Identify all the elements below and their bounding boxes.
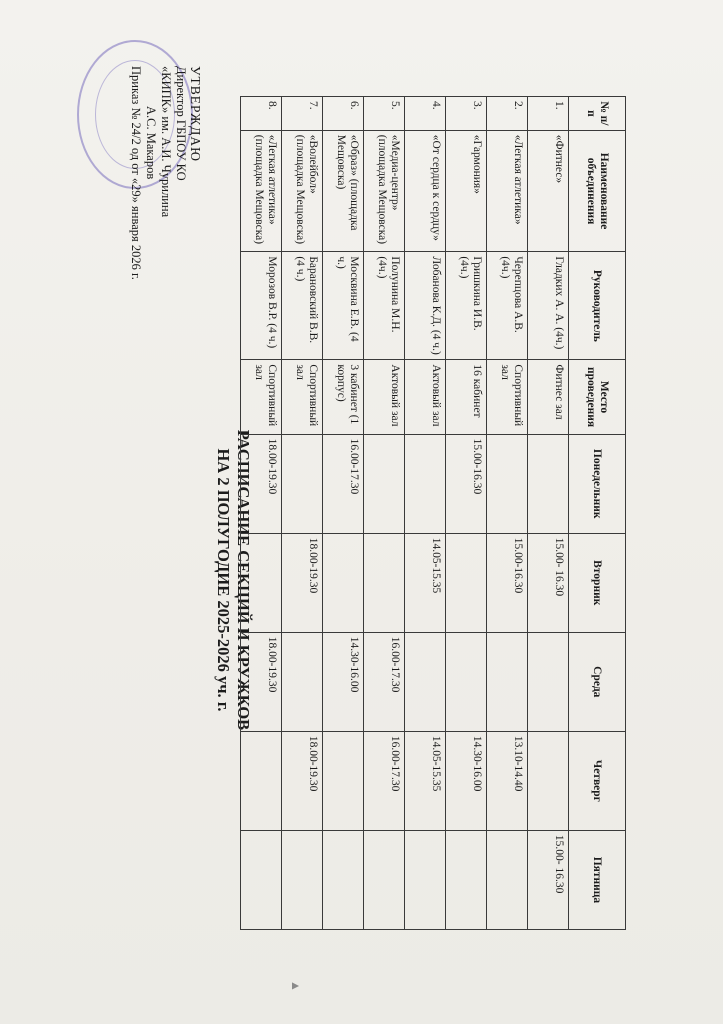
cell-name: «Образ» (площадка Мещовска) [323,130,364,252]
cell-num: 6. [323,97,364,131]
cell-num: 8. [241,97,282,131]
cell-friday [323,830,364,929]
header-tuesday: Вторник [569,533,626,632]
table-header-row [569,97,626,930]
table-row [528,97,569,930]
cell-monday [405,434,446,533]
cell-leader: Морозов В.Р. (4 ч.) [241,252,282,360]
cell-num: 1. [528,97,569,131]
title-line-1: РАСПИСАНИЕ СЕКЦИЙ И КРУЖКОВ [234,429,253,731]
cell-num: 2. [487,97,528,131]
cell-tuesday [241,533,282,632]
cell-monday [528,434,569,533]
cell-wednesday: 16.00-17.30 [364,632,405,731]
cell-name: «Волейбол» (площадка Мещовска) [282,130,323,252]
cell-monday: 16.00-17.30 [323,434,364,533]
cell-tuesday [323,533,364,632]
table-row [487,97,528,930]
cell-tuesday [446,533,487,632]
cell-thursday [528,731,569,830]
cell-friday [282,830,323,929]
cell-monday: 18.00-19.30 [241,434,282,533]
table-row [282,97,323,930]
cell-thursday: 13.10-14.40 [487,731,528,830]
cell-tuesday: 15.00- 16.30 [528,533,569,632]
approval-position: Директор ГБПОУ КО [174,66,188,181]
header-wednesday: Среда [569,632,626,731]
cell-name: «От сердца к сердцу» [405,130,446,252]
cell-num: 4. [405,97,446,131]
cell-name: «Фитнес» [528,130,569,252]
cell-thursday [241,731,282,830]
cell-thursday [323,731,364,830]
cell-place: Спортивный зал [241,360,282,434]
cell-friday: 15.00- 16.30 [528,830,569,929]
cell-friday [405,830,446,929]
cell-leader: Гладких А. А. (4ч.) [528,252,569,360]
cell-leader: Барановский В.В. (4 ч.) [282,252,323,360]
cell-thursday: 16.00-17.30 [364,731,405,830]
cell-friday [364,830,405,929]
cell-wednesday [446,632,487,731]
title-line-2: НА 2 ПОЛУГОДИЕ 2025-2026 уч. г. [214,448,233,712]
cell-leader: Полунина М.Н. (4ч.) [364,252,405,360]
cell-thursday: 14.30-16.00 [446,731,487,830]
table-row [323,97,364,930]
header-name: Наименование объединения [569,130,626,252]
cell-tuesday: 14.05-15.35 [405,533,446,632]
cell-friday [446,830,487,929]
header-thursday: Четверг [569,731,626,830]
approval-organization: «КИПК» им. А.И. Чурилина [159,66,173,218]
cell-num: 7. [282,97,323,131]
cell-place: Спортивный зал [282,360,323,434]
cell-leader: Гришкина И.В. (4ч.) [446,252,487,360]
cell-tuesday: 15.00-16.30 [487,533,528,632]
header-leader: Руководитель [569,252,626,360]
cell-monday [364,434,405,533]
cell-wednesday [405,632,446,731]
table-row [446,97,487,930]
table-row [241,97,282,930]
cell-leader: Москвина Е.В. (4 ч.) [323,252,364,360]
table-row [405,97,446,930]
scan-mark-icon: ▲ [289,980,303,992]
cell-wednesday: 14.30-16.00 [323,632,364,731]
cell-monday: 15.00-16.30 [446,434,487,533]
header-friday: Пятница [569,830,626,929]
cell-wednesday [487,632,528,731]
cell-place: Фитнес зал [528,360,569,434]
cell-leader: Черепцова А.В. (4ч.) [487,252,528,360]
approval-heading: УТВЕРЖДАЮ [188,66,203,163]
cell-thursday: 14.05-15.35 [405,731,446,830]
schedule-table [240,96,626,930]
cell-name: «Гармония» [446,130,487,252]
cell-place: 16 кабинет [446,360,487,434]
cell-wednesday [282,632,323,731]
cell-num: 5. [364,97,405,131]
cell-place: Актовый зал [405,360,446,434]
cell-name: «Медиа-центр» (площадка Мещовска) [364,130,405,252]
approval-block [128,66,203,326]
approval-order: Приказ № 24/2 од от «29» января 2026 г. [129,66,143,280]
cell-wednesday: 18.00-19.30 [241,632,282,731]
cell-wednesday [528,632,569,731]
cell-place: 3 кабинет (1 корпус) [323,360,364,434]
cell-tuesday: 18.00-19.30 [282,533,323,632]
cell-friday [487,830,528,929]
header-place: Место проведения [569,360,626,434]
header-monday: Понедельник [569,434,626,533]
header-num: № п/п [569,97,626,131]
cell-leader: Лобанова К.Д. (4 ч.) [405,252,446,360]
cell-name: «Легкая атлетика» (площадка Мещовска) [241,130,282,252]
cell-monday [282,434,323,533]
cell-tuesday [364,533,405,632]
cell-place: Актовый зал [364,360,405,434]
cell-place: Спортивный зал [487,360,528,434]
cell-num: 3. [446,97,487,131]
cell-name: «Легкая атлетика» [487,130,528,252]
table-row [364,97,405,930]
cell-monday [487,434,528,533]
cell-thursday: 18.00-19.30 [282,731,323,830]
cell-friday [241,830,282,929]
approval-signatory: А.С. Макаров [144,106,158,180]
